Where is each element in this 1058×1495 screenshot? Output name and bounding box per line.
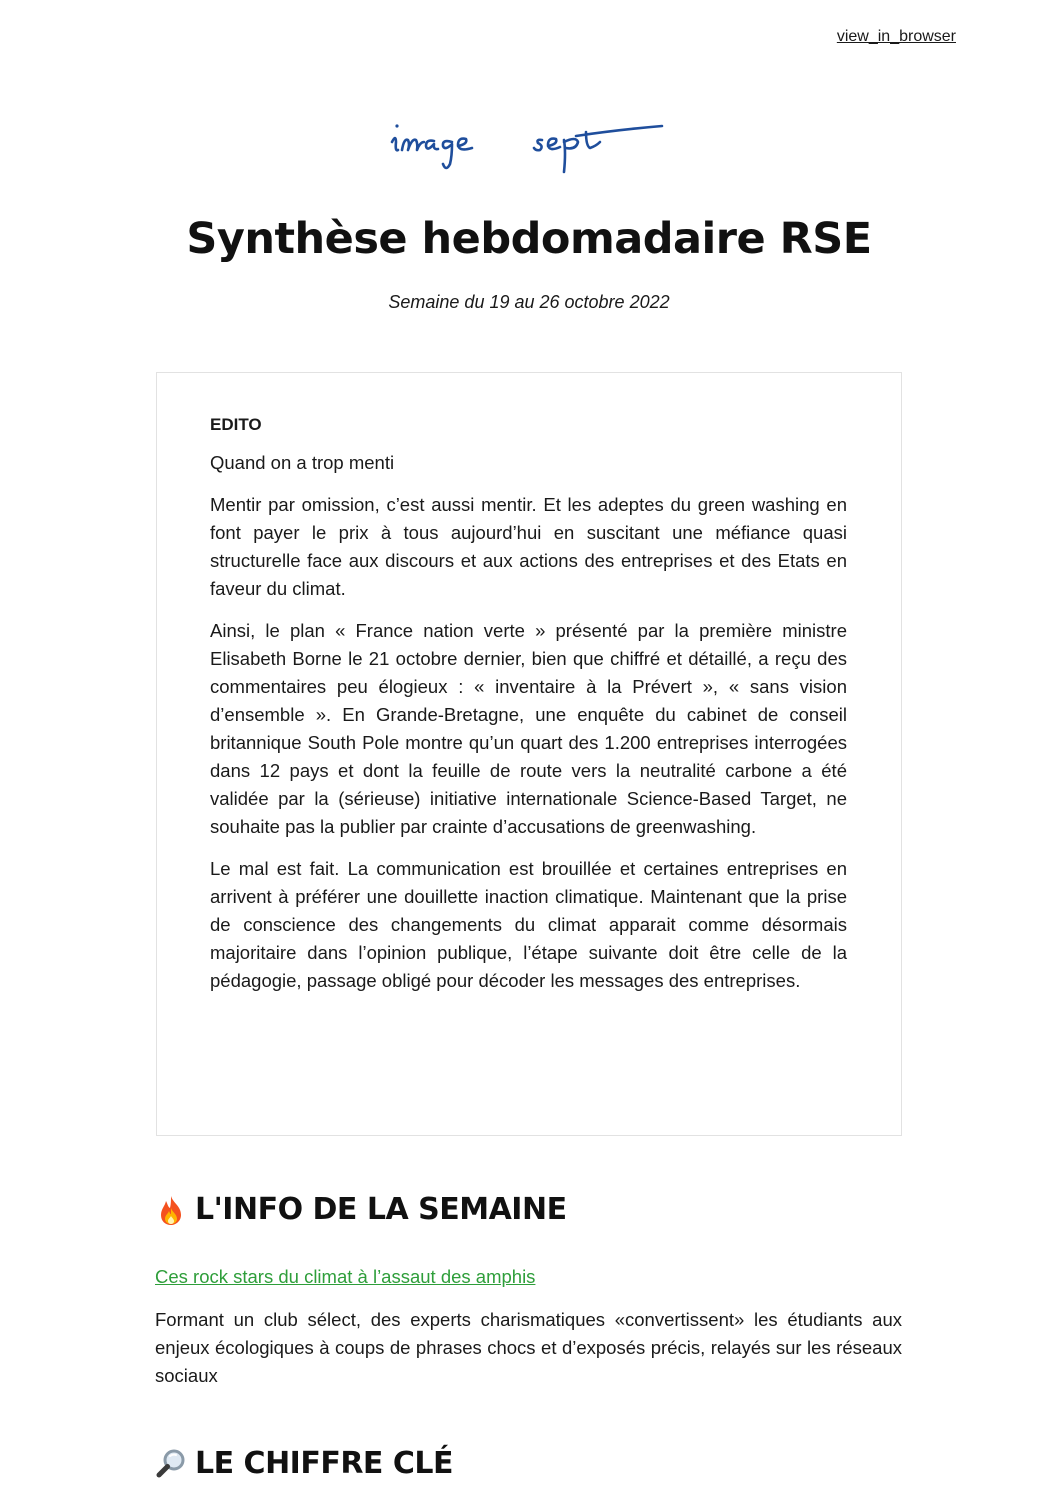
- fire-icon: [155, 1194, 187, 1226]
- info-section-title: L'INFO DE LA SEMAINE: [195, 1192, 567, 1227]
- page-subtitle: Semaine du 19 au 26 octobre 2022: [388, 292, 670, 312]
- edito-label: EDITO: [210, 415, 262, 434]
- edito-paragraph: Ainsi, le plan « France nation verte » présenté par la première ministre Elisabeth Borne le 21 octobre dernier, bien que chiffré et détaillé, a reçu des commentaires peu élogieux : « inventaire à la Prévert », « sans vision d’ensemble ». En Grande-Bretagne, une enquête du cabinet de conseil britannique South Pole montre qu’un quart des 1.200 entreprises interrogées dans 12 pays et dont la feuille de route vers la neutralité carbone a été validée par la (sérieuse) initiative internationale Science-Based Target, ne souhaite pas la publier par crainte d’accusations de greenwashing.: [210, 620, 847, 837]
- info-section-heading: [155, 1192, 567, 1227]
- chiffre-section-title: LE CHIFFRE CLÉ: [195, 1446, 453, 1481]
- page-title: Synthèse hebdomadaire RSE: [186, 214, 872, 264]
- edito-content: [210, 415, 847, 1009]
- edito-card: [156, 372, 902, 1136]
- view-in-browser-link[interactable]: view_in_browser: [836, 28, 956, 45]
- article-link[interactable]: Ces rock stars du climat à l’assaut des amphis: [155, 1266, 536, 1287]
- edito-paragraph: Mentir par omission, c’est aussi mentir. Et les adeptes du green washing en font payer le prix à tous aujourd’hui en suscitant une méfiance quasi structurelle face aux discours et aux actions des entreprises et des Etats en faveur du climat.: [210, 494, 847, 599]
- chiffre-section-heading: [155, 1446, 453, 1481]
- article-description: Formant un club sélect, des experts charismatiques «convertissent» les étudiants aux enjeux écologiques à coups de phrases chocs et d’exposés précis, relayés sur les réseaux sociaux: [155, 1309, 902, 1386]
- edito-headline: Quand on a trop menti: [210, 452, 395, 473]
- magnifying-glass-icon: [155, 1448, 187, 1480]
- edito-paragraph: Le mal est fait. La communication est brouillée et certaines entreprises en arrivent à préférer une douillette inaction climatique. Maintenant que la prise de conscience des changements du climat apparait comme désormais majoritaire dans l’opinion publique, l’étape suivante doit être celle de la pédagogie, passage obligé pour décoder les messages des entreprises.: [210, 858, 847, 991]
- image-sept-logo: [386, 112, 670, 174]
